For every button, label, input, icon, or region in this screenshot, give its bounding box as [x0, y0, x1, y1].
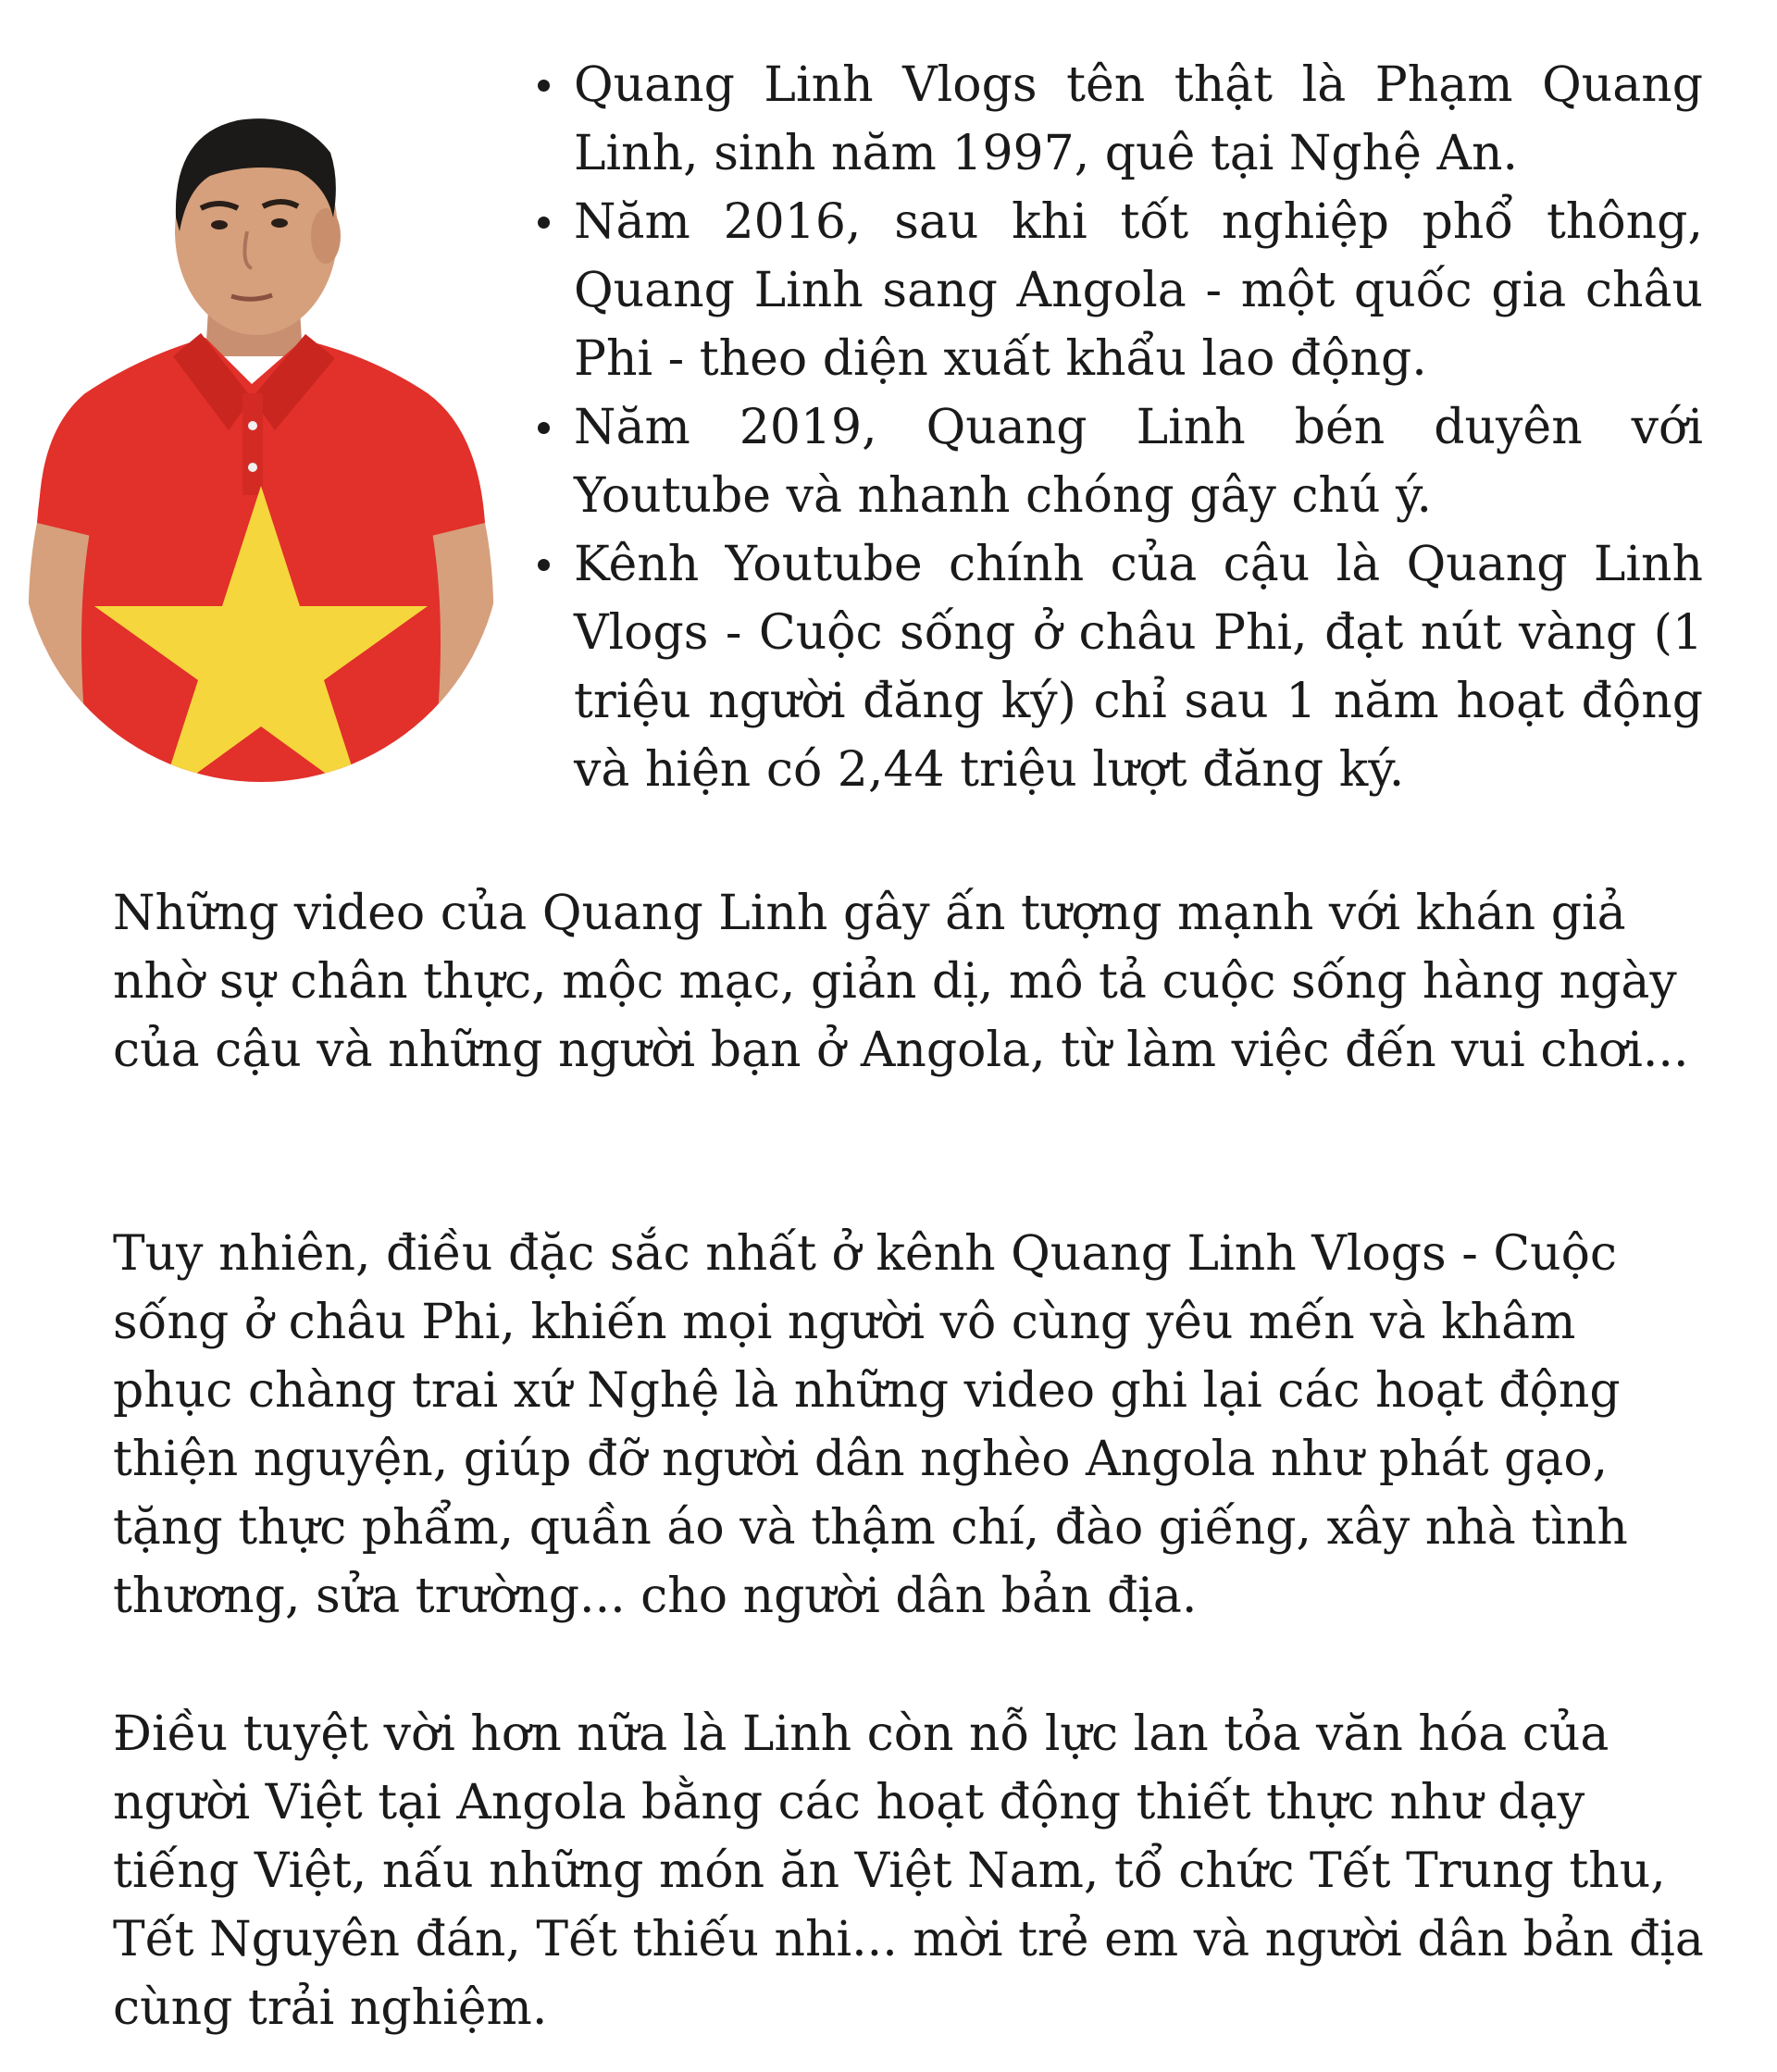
list-item-text: Năm 2016, sau khi tốt nghiệp phổ thông, Quang Linh sang Angola - một quốc gia châu Phi - theo diện xuất khẩu lao động. — [574, 194, 1703, 387]
list-item — [532, 530, 1703, 804]
list-item-text: Quang Linh Vlogs tên thật là Phạm Quang Linh, sinh năm 1997, quê tại Nghệ An. — [574, 57, 1703, 181]
portrait-photo — [20, 79, 502, 782]
paragraph-culture: Điều tuyệt vời hơn nữa là Linh còn nỗ lực lan tỏa văn hóa của người Việt tại Angola bằng các hoạt động thiết thực như dạy tiếng Việt, nấu những món ăn Việt Nam, tổ chức Tết Trung thu, Tết Nguyên đán, Tết thiếu nhi... mời trẻ em và người dân bản địa cùng trải nghiệm. — [113, 1706, 1704, 2036]
paragraph-charity: Tuy nhiên, điều đặc sắc nhất ở kênh Quang Linh Vlogs - Cuộc sống ở châu Phi, khiến mọi người vô cùng yêu mến và khâm phục chàng trai xứ Nghệ là những video ghi lại các hoạt động thiện nguyện, giúp đỡ người dân nghèo Angola như phát gạo, tặng thực phẩm, quần áo và thậm chí, đào giếng, xây nhà tình thương, sửa trường... cho người dân bản địa. — [113, 1226, 1628, 1624]
person-portrait-icon — [20, 79, 502, 782]
list-item — [532, 393, 1703, 530]
list-item — [532, 188, 1703, 393]
list-item-text: Năm 2019, Quang Linh bén duyên với Youtube và nhanh chóng gây chú ý. — [574, 400, 1703, 524]
list-item — [532, 51, 1703, 188]
paragraph-videos: Những video của Quang Linh gây ấn tượng mạnh với khán giả nhờ sự chân thực, mộc mạc, giản dị, mô tả cuộc sống hàng ngày của cậu và những người bạn ở Angola, từ làm việc đến vui chơi... — [113, 886, 1689, 1078]
list-item-text: Kênh Youtube chính của cậu là Quang Linh Vlogs - Cuộc sống ở châu Phi, đạt nút vàng (1 triệu người đăng ký) chỉ sau 1 năm hoạt động và hiện có 2,44 triệu lượt đăng ký. — [574, 537, 1703, 798]
bio-list — [532, 51, 1703, 804]
